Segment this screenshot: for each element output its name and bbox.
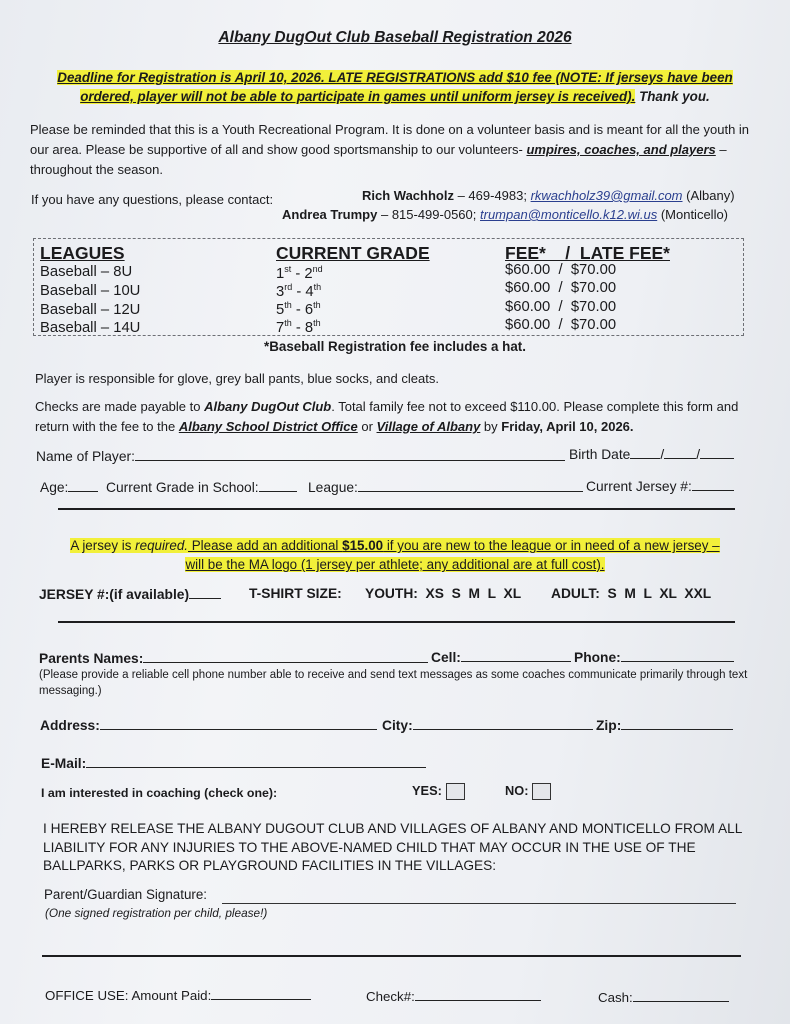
zip-label: Zip: (596, 718, 622, 733)
league-cell: Baseball – 14U (40, 320, 141, 336)
current-jersey-field[interactable] (586, 479, 734, 494)
fees-table (33, 238, 744, 336)
adult-sizes-option[interactable]: ADULT: S M L XL XXL (551, 586, 712, 601)
tshirt-size-label: T-SHIRT SIZE: (249, 586, 342, 601)
address-label: Address: (40, 718, 100, 733)
contact-email-link[interactable]: trumpan@monticello.k12.wi.us (480, 207, 658, 222)
league-label: League: (308, 480, 358, 495)
youth-sizes-option[interactable]: YOUTH: XS S M L XL (365, 586, 522, 601)
parents-names-field[interactable] (39, 651, 428, 666)
email-field[interactable] (41, 756, 426, 771)
grade-cell: 3rd - 4th (276, 282, 322, 300)
league-field[interactable] (308, 480, 583, 495)
contact-email-link[interactable]: rkwachholz39@gmail.com (530, 188, 683, 203)
divider-line (58, 508, 735, 510)
village-office: Village of Albany (376, 419, 481, 434)
birth-date-label: Birth Date (569, 447, 631, 462)
divider-line (58, 621, 735, 623)
jersey-number-field[interactable] (39, 587, 221, 602)
signature-note: (One signed registration per child, please!) (45, 906, 268, 920)
fee-cell: $60.00 / $70.00 (505, 299, 617, 315)
zip-field[interactable] (596, 718, 733, 733)
phone-note: (Please provide a reliable cell phone number able to receive and send text messages as some coaches communicate primarily through text messaging.) (39, 669, 748, 697)
jersey-fee: $15.00 (342, 538, 384, 553)
office-amount-field[interactable] (45, 988, 311, 1003)
deadline-thanks: Thank you. (639, 89, 710, 104)
address-field[interactable] (40, 718, 377, 733)
cell-field[interactable] (431, 650, 571, 665)
league-cell: Baseball – 8U (40, 264, 133, 280)
deadline-line-1: Deadline for Registration is April 10, 2026. LATE REGISTRATIONS add $10 fee (NOTE: If jerseys have been (57, 70, 733, 85)
coaching-question: I am interested in coaching (check one): (41, 786, 278, 800)
parents-names-label: Parents Names: (39, 651, 144, 666)
signature-label: Parent/Guardian Signature: (44, 887, 208, 902)
equipment-note: Player is responsible for glove, grey ball pants, blue socks, and cleats. (35, 371, 439, 386)
fee-cell: $60.00 / $70.00 (505, 280, 617, 296)
reminder-tail: – throughout the season. (30, 142, 727, 177)
fee-cell: $60.00 / $70.00 (505, 262, 617, 278)
header-grade: CURRENT GRADE (276, 243, 430, 263)
contact-place: (Albany) (682, 188, 735, 203)
contact-name: Andrea Trumpy (282, 207, 378, 222)
no-label: NO: (505, 783, 529, 798)
league-cell: Baseball – 10U (40, 283, 141, 299)
school-office: Albany School District Office (178, 419, 358, 434)
grade-field[interactable] (106, 480, 297, 495)
contact-andrea (282, 207, 728, 222)
city-field[interactable] (382, 718, 593, 733)
deadline-line-2: ordered, player will not be able to participate in games until uniform jersey is received). (80, 89, 636, 104)
office-cash-label: Cash: (598, 990, 633, 1005)
office-cash-field[interactable] (598, 990, 729, 1005)
age-field[interactable] (40, 480, 98, 495)
contact-place: (Monticello) (657, 207, 729, 222)
checks-paragraph: Checks are made payable to Albany DugOut Club. Total family fee not to exceed $110.00. Please complete this form and return with the fee to the Albany School District Office or Village of Albany by Friday, April 10, 2026. (35, 399, 739, 434)
city-label: City: (382, 718, 413, 733)
signature-line[interactable] (222, 903, 736, 904)
email-label: E-Mail: (41, 756, 87, 771)
coaching-no-option[interactable] (505, 783, 551, 800)
yes-label: YES: (412, 783, 442, 798)
coaching-yes-option[interactable] (412, 783, 465, 800)
contact-phone: – 815-499-0560; (377, 207, 480, 222)
jersey-number-label: JERSEY #:(if available) (39, 587, 190, 602)
contact-phone: – 469-4983; (453, 188, 531, 203)
contact-intro: If you have any questions, please contact: (31, 192, 274, 207)
grade-cell: 7th - 8th (276, 318, 321, 336)
reminder-emphasis: umpires, coaches, and players (526, 142, 716, 157)
age-label: Age: (40, 480, 69, 495)
grade-cell: 1st - 2nd (276, 264, 323, 282)
league-cell: Baseball – 12U (40, 302, 141, 318)
reminder-text: Please be reminded that this is a Youth Recreational Program. It is done on a volunteer basis and is meant for all the youth in our area. Please be supportive of all and show good sportsmanship to our volunteers- (30, 122, 750, 157)
cell-label: Cell: (431, 650, 461, 665)
yes-checkbox[interactable] (446, 783, 465, 800)
form-title: Albany DugOut Club Baseball Registration 2026 (218, 29, 572, 46)
deadline-notice (30, 68, 760, 106)
birth-date-field[interactable]: Birth Date / / (569, 447, 734, 462)
grade-cell: 5th - 6th (276, 300, 321, 318)
due-date: Friday, April 10, 2026. (501, 419, 634, 434)
grade-label: Current Grade in School: (106, 480, 259, 495)
office-check-field[interactable] (366, 989, 541, 1004)
jersey-notice: A jersey is required. Please add an additional $15.00 if you are new to the league or in need of a new jersey – will be the MA logo (1 jersey per athlete; any additional are at full cost). (70, 538, 720, 572)
no-checkbox[interactable] (532, 783, 551, 800)
header-fee: FEE* / LATE FEE* (505, 243, 670, 263)
player-name-field[interactable] (36, 449, 565, 464)
liability-release: I HEREBY RELEASE THE ALBANY DUGOUT CLUB AND VILLAGES OF ALBANY AND MONTICELLO FROM ALL LIABILITY FOR ANY INJURIES TO THE ABOVE-NAMED CHILD THAT MAY OCCUR IN THE USE OF THE BALLPARKS, PARKS OR PLAYGROUND FACILITIES IN THE VILLAGES: (43, 821, 742, 873)
reminder-paragraph (30, 120, 755, 180)
phone-field[interactable] (574, 650, 734, 665)
office-amount-label: OFFICE USE: Amount Paid: (45, 988, 212, 1003)
divider-line (42, 955, 741, 957)
payee: Albany DugOut Club (204, 399, 332, 414)
header-leagues: LEAGUES (40, 243, 125, 263)
hat-note: *Baseball Registration fee includes a hat. (264, 339, 526, 354)
fee-cell: $60.00 / $70.00 (505, 317, 617, 333)
office-check-label: Check#: (366, 989, 415, 1004)
player-name-label: Name of Player: (36, 449, 135, 464)
contact-rich (362, 188, 735, 203)
contact-name: Rich Wachholz (362, 188, 454, 203)
current-jersey-label: Current Jersey #: (586, 479, 692, 494)
phone-label: Phone: (574, 650, 621, 665)
